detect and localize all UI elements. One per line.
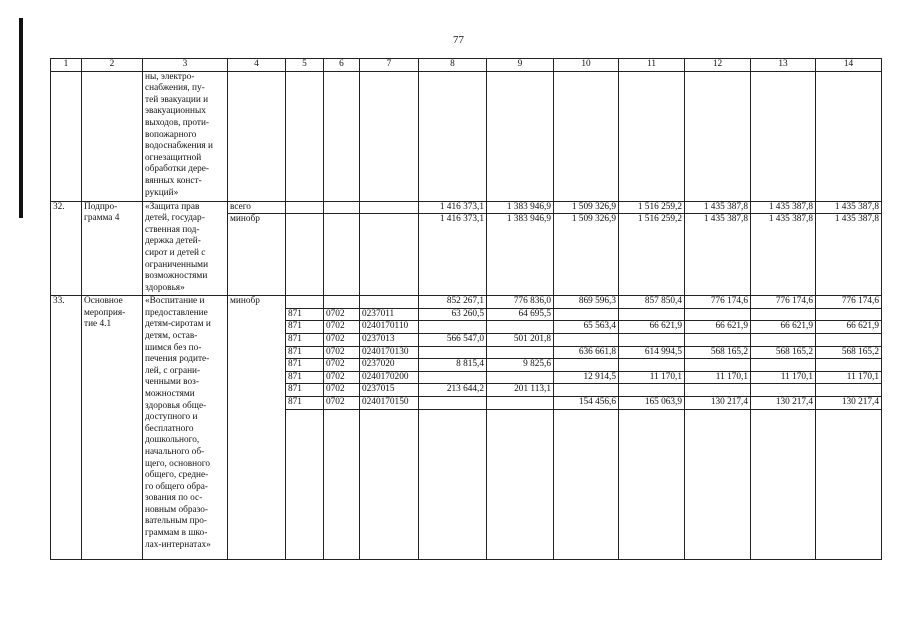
cell-amount: 201 113,1: [487, 384, 554, 397]
cell-code: 0702: [324, 346, 360, 359]
cell-amount: [554, 384, 619, 397]
cell-amount: 130 217,4: [685, 396, 751, 409]
cell-amount: 857 850,4: [619, 296, 685, 309]
cell-amount: 1 516 259,2: [619, 201, 685, 214]
cell-amount: 1 516 259,2: [619, 214, 685, 296]
cell-amount: 614 994,5: [619, 346, 685, 359]
cell-code: [360, 296, 419, 309]
cell-amount: [487, 346, 554, 359]
cell-code: 871: [286, 384, 324, 397]
cell-code: 871: [286, 359, 324, 372]
cell-amount: [619, 308, 685, 321]
cell-amount: 1 509 326,9: [554, 201, 619, 214]
cell-amount: 1 435 387,8: [685, 201, 751, 214]
cell-amount: 1 509 326,9: [554, 214, 619, 296]
cell-code: 0702: [324, 359, 360, 372]
cell-measure-title: «Воспитание и предоставление детям-сиротам и детям, остав- шимся без по- печения родите- лей, с ограни- ченными воз- можностями здоровья обще- доступного и бесплатного дошкольного, начального об- щего, основного общего, средне- го общего обра- зования по ос- новным образо- вательным про- граммам в шко- лах-интернатах»: [143, 296, 228, 559]
cell-amount: 66 621,9: [685, 321, 751, 334]
cell-amount: 776 836,0: [487, 296, 554, 309]
cell-amount: [685, 308, 751, 321]
cell-amount: 568 165,2: [816, 346, 882, 359]
cell-amount: 1 435 387,8: [816, 201, 882, 214]
cell-amount: 1 435 387,8: [685, 214, 751, 296]
cell-code: 0237015: [360, 384, 419, 397]
cell-amount: 869 596,3: [554, 296, 619, 309]
cell-code: 0702: [324, 384, 360, 397]
cell-amount: [816, 359, 882, 372]
cell-amount: 213 644,2: [419, 384, 487, 397]
table-row: [51, 296, 882, 309]
cell-code: 0237020: [360, 359, 419, 372]
cell-row-number: 32.: [51, 201, 82, 296]
col-header: 6: [324, 59, 360, 72]
col-header: 13: [751, 59, 816, 72]
cell-code: [324, 296, 360, 309]
col-header: 1: [51, 59, 82, 72]
cell-code: 0702: [324, 396, 360, 409]
cell-program-name: Подпро- грамма 4: [82, 201, 143, 296]
cell-amount: 852 267,1: [419, 296, 487, 309]
cell-amount: 776 174,6: [685, 296, 751, 309]
cell-amount: [487, 321, 554, 334]
cell-amount: [685, 384, 751, 397]
cell-amount: [554, 308, 619, 321]
cell-executor: минобр: [228, 296, 286, 559]
cell-amount: [419, 346, 487, 359]
cell-amount: [751, 333, 816, 346]
cell-code: 871: [286, 396, 324, 409]
budget-table: [50, 58, 882, 560]
cell-amount: 130 217,4: [751, 396, 816, 409]
cell-amount: 776 174,6: [751, 296, 816, 309]
cell-code: 871: [286, 333, 324, 346]
page-number: 77: [453, 34, 464, 46]
cell-amount: 66 621,9: [751, 321, 816, 334]
cell-amount: 66 621,9: [619, 321, 685, 334]
col-header: 5: [286, 59, 324, 72]
cell-program-title: «Защита прав детей, государ- ственная под- держка детей- сирот и детей с ограниченными возможностями здоровья»: [143, 201, 228, 296]
cell-amount: 64 695,5: [487, 308, 554, 321]
col-header: 14: [816, 59, 882, 72]
cell-amount: 501 201,8: [487, 333, 554, 346]
cell-amount: 1 435 387,8: [751, 201, 816, 214]
cell-amount: 66 621,9: [816, 321, 882, 334]
cell-code: 0237011: [360, 308, 419, 321]
col-header: 11: [619, 59, 685, 72]
cell-amount: 636 661,8: [554, 346, 619, 359]
cell-code: 871: [286, 346, 324, 359]
cell-code: 871: [286, 321, 324, 334]
cell-amount: [619, 384, 685, 397]
cell-code: 0240170150: [360, 396, 419, 409]
cell-amount: [554, 359, 619, 372]
cell-amount: 776 174,6: [816, 296, 882, 309]
cell-amount: 568 165,2: [751, 346, 816, 359]
cell-amount: [751, 308, 816, 321]
cell-amount: [685, 359, 751, 372]
cell-amount: 130 217,4: [816, 396, 882, 409]
col-header: 12: [685, 59, 751, 72]
cell-code: 0702: [324, 333, 360, 346]
cell-amount: [685, 333, 751, 346]
cell-amount: 9 825,6: [487, 359, 554, 372]
margin-bar: [19, 18, 23, 218]
cell-code: [286, 296, 324, 309]
col-header: 7: [360, 59, 419, 72]
cell-amount: [619, 359, 685, 372]
cell-code: 0702: [324, 321, 360, 334]
cell-amount: 11 170,1: [816, 371, 882, 384]
cell-amount: 65 563,4: [554, 321, 619, 334]
cell-code: 0237013: [360, 333, 419, 346]
cell-amount: [816, 384, 882, 397]
col-header: 3: [143, 59, 228, 72]
cell-amount: [816, 308, 882, 321]
cell-amount: [554, 333, 619, 346]
col-header: 4: [228, 59, 286, 72]
cell-amount: 1 383 946,9: [487, 201, 554, 214]
cell-code: 0240170110: [360, 321, 419, 334]
cell-amount: 154 456,6: [554, 396, 619, 409]
cell-code: 0702: [324, 308, 360, 321]
cell-amount: 1 435 387,8: [751, 214, 816, 296]
cell-amount: 63 260,5: [419, 308, 487, 321]
col-header: 2: [82, 59, 143, 72]
col-header: 9: [487, 59, 554, 72]
cell-executor: всего: [228, 201, 286, 214]
cell-amount: [419, 371, 487, 384]
cell-amount: 1 416 373,1: [419, 214, 487, 296]
col-header: 10: [554, 59, 619, 72]
header-row: [51, 59, 882, 72]
cell-executor: минобр: [228, 214, 286, 296]
cell-amount: 568 165,2: [685, 346, 751, 359]
cell-amount: 11 170,1: [619, 371, 685, 384]
cell-amount: 566 547,0: [419, 333, 487, 346]
cell-amount: 1 435 387,8: [816, 214, 882, 296]
cell-code: 871: [286, 308, 324, 321]
cell-row-number: 33.: [51, 296, 82, 559]
cell-amount: [751, 359, 816, 372]
cell-amount: 8 815,4: [419, 359, 487, 372]
cell-code: 0240170130: [360, 346, 419, 359]
cell-measure-title: ны, электро- снабжения, пу- тей эвакуации и эвакуационных выходов, проти- вопожарного водоснабжения и огнезащитной обработки дере- вянных конст- рукций»: [143, 71, 228, 201]
cell-amount: 165 063,9: [619, 396, 685, 409]
cell-amount: [487, 371, 554, 384]
cell-amount: [487, 396, 554, 409]
cell-amount: 1 416 373,1: [419, 201, 487, 214]
cell-amount: 11 170,1: [751, 371, 816, 384]
cell-amount: [419, 396, 487, 409]
table-row: [51, 201, 882, 214]
cell-code: 0240170200: [360, 371, 419, 384]
cell-amount: 11 170,1: [685, 371, 751, 384]
cell-amount: [751, 384, 816, 397]
cell-code: 0702: [324, 371, 360, 384]
cell-amount: [619, 333, 685, 346]
cell-measure-name: Основное мероприя- тие 4.1: [82, 296, 143, 559]
col-header: 8: [419, 59, 487, 72]
table-row: [51, 71, 882, 201]
cell-amount: 1 383 946,9: [487, 214, 554, 296]
cell-amount: [419, 321, 487, 334]
cell-code: 871: [286, 371, 324, 384]
cell-amount: [816, 333, 882, 346]
cell-amount: 12 914,5: [554, 371, 619, 384]
